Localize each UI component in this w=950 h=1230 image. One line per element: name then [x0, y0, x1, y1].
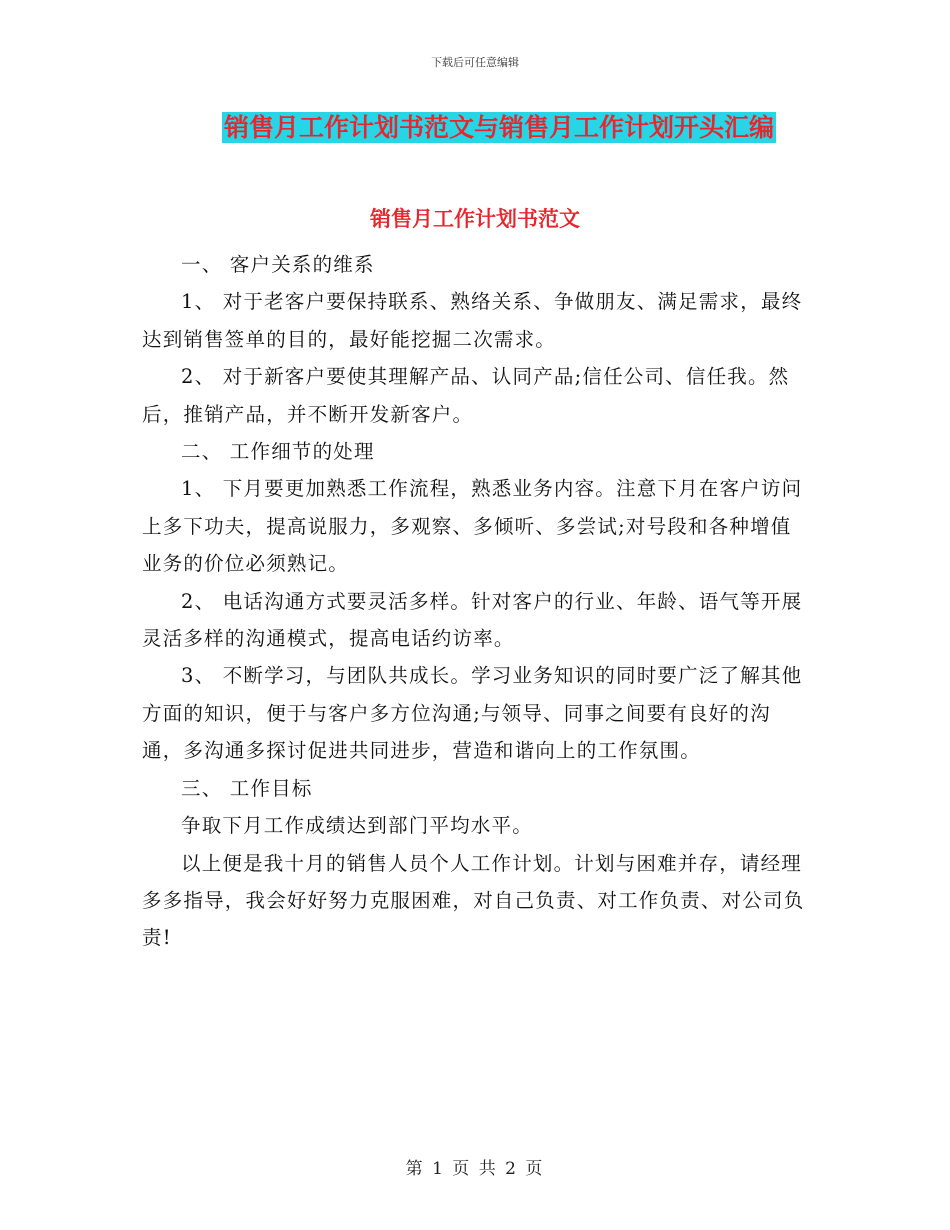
paragraph-phone-communication: 2、 电话沟通方式要灵活多样。针对客户的行业、年龄、语气等开展灵活多样的沟通模式，提高电话约访率。 — [142, 589, 803, 651]
main-title-container — [0, 112, 950, 143]
paragraph-new-customers: 2、 对于新客户要使其理解产品、认同产品;信任公司、信任我。然后，推销产品，并不断开发新客户。 — [142, 365, 790, 426]
header-note: 下载后可任意编辑 — [431, 56, 519, 69]
paragraph-goal: 争取下月工作成绩达到部门平均水平。 — [181, 814, 533, 838]
paragraph-old-customers: 1、 对于老客户要保持联系、熟络关系、争做朋友、满足需求，最终达到销售签单的目的，最好能挖掘二次需求。 — [142, 290, 803, 351]
heading-customer-relations: 一、 客户关系的维系 — [181, 253, 375, 276]
paragraph-conclusion: 以上便是我十月的销售人员个人工作计划。计划与困难并存，请经理多多指导，我会好好努力克服困难，对自己负责、对工作负责、对公司负责! — [142, 851, 805, 950]
paragraph-learning: 3、 不断学习，与团队共成长。学习业务知识的同时要广泛了解其他方面的知识，便于与客户多方位沟通;与领导、同事之间要有良好的沟通，多沟通多探讨促进共同进步，营造和谐向上的工作氛围。 — [142, 664, 803, 763]
page-number-footer: 第 1 页 共 2 页 — [405, 1159, 545, 1179]
paragraph-workflow: 1、 下月要更加熟悉工作流程，熟悉业务内容。注意下月在客户访问上多下功夫，提高说服力，多观察、多倾听、多尝试;对号段和各种增值业务的价位必须熟记。 — [142, 477, 803, 576]
main-title: 销售月工作计划书范文与销售月工作计划开头汇编 — [223, 113, 774, 142]
heading-work-goals: 三、 工作目标 — [181, 776, 313, 800]
heading-work-details: 二、 工作细节的处理 — [181, 440, 375, 464]
document-body — [142, 246, 808, 957]
section-subtitle: 销售月工作计划书范文 — [370, 207, 580, 231]
